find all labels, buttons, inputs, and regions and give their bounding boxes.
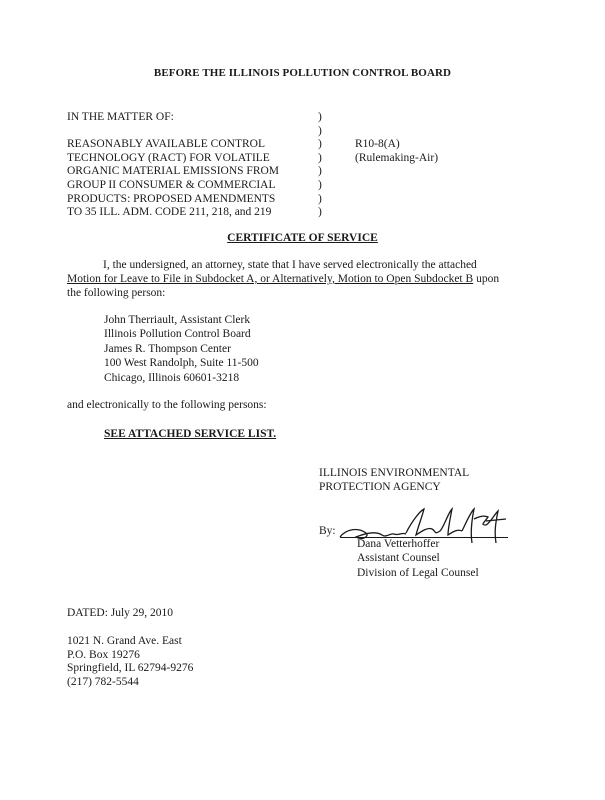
caption-line: PRODUCTS: PROPOSED AMENDMENTS xyxy=(67,192,276,205)
return-address xyxy=(67,634,193,688)
address-line: Chicago, Illinois 60601-3218 xyxy=(104,371,240,384)
motion-title: Motion for Leave to File in Subdocket A, or Alternatively, Motion to Open Subdocket B xyxy=(67,273,474,285)
caption-paren: ) xyxy=(318,111,322,123)
signer-name: Dana Vetterhoffer xyxy=(357,538,440,550)
signer-division: Division of Legal Counsel xyxy=(357,566,479,579)
agency-name xyxy=(319,466,469,494)
caption-paren: ) xyxy=(318,138,322,151)
recipient-address xyxy=(104,313,259,385)
caption-left-block xyxy=(67,110,279,219)
address-line: John Therriault, Assistant Clerk xyxy=(104,314,251,326)
caption-paren: ) xyxy=(318,151,322,164)
signer-title: Assistant Counsel xyxy=(357,552,440,565)
caption-paren: ) xyxy=(318,124,322,137)
address-line: 100 West Randolph, Suite 11-500 xyxy=(104,357,259,370)
address-line: P.O. Box 19276 xyxy=(67,648,140,661)
by-label: By: xyxy=(319,525,336,537)
agency-line: PROTECTION AGENCY xyxy=(319,481,441,493)
paragraph-text-end: upon the following person: xyxy=(67,273,500,299)
caption-line: TECHNOLOGY (RACT) FOR VOLATILE xyxy=(67,151,270,164)
address-line: Illinois Pollution Control Board xyxy=(104,328,251,341)
caption-line: IN THE MATTER OF: xyxy=(67,111,174,123)
service-list-reference: SEE ATTACHED SERVICE LIST. xyxy=(104,428,277,440)
address-line: James R. Thompson Center xyxy=(104,342,231,355)
caption-paren: ) xyxy=(318,178,322,191)
docket-block xyxy=(355,137,438,164)
phone-number: (217) 782-5544 xyxy=(67,675,139,688)
agency-line: ILLINOIS ENVIRONMENTAL xyxy=(319,467,470,479)
address-line: Springfield, IL 62794-9276 xyxy=(67,662,194,675)
paragraph-text: I, the undersigned, an attorney, state that I have served electronically the attached xyxy=(103,259,477,271)
caption-line: GROUP II CONSUMER & COMMERCIAL xyxy=(67,178,276,191)
address-line: 1021 N. Grand Ave. East xyxy=(67,635,182,647)
caption-line xyxy=(67,124,279,138)
dated-line: DATED: July 29, 2010 xyxy=(67,607,174,619)
caption-paren: ) xyxy=(318,206,322,219)
caption-paren: ) xyxy=(318,165,322,178)
caption-line: TO 35 ILL. ADM. CODE 211, 218, and 219 xyxy=(67,206,272,219)
certificate-paragraph xyxy=(67,258,507,300)
document-title: BEFORE THE ILLINOIS POLLUTION CONTROL BOARD xyxy=(153,67,452,79)
caption-line: ORGANIC MATERIAL EMISSIONS FROM xyxy=(67,165,280,178)
docket-type: (Rulemaking-Air) xyxy=(355,151,439,164)
caption-parentheses xyxy=(318,110,322,219)
and-electronically-line: and electronically to the following persons: xyxy=(67,399,267,411)
docket-number: R10-8(A) xyxy=(355,138,400,150)
caption-line: REASONABLY AVAILABLE CONTROL xyxy=(67,138,265,151)
signer-block xyxy=(357,537,479,580)
caption-paren: ) xyxy=(318,192,322,205)
certificate-title: CERTIFICATE OF SERVICE xyxy=(227,232,378,244)
